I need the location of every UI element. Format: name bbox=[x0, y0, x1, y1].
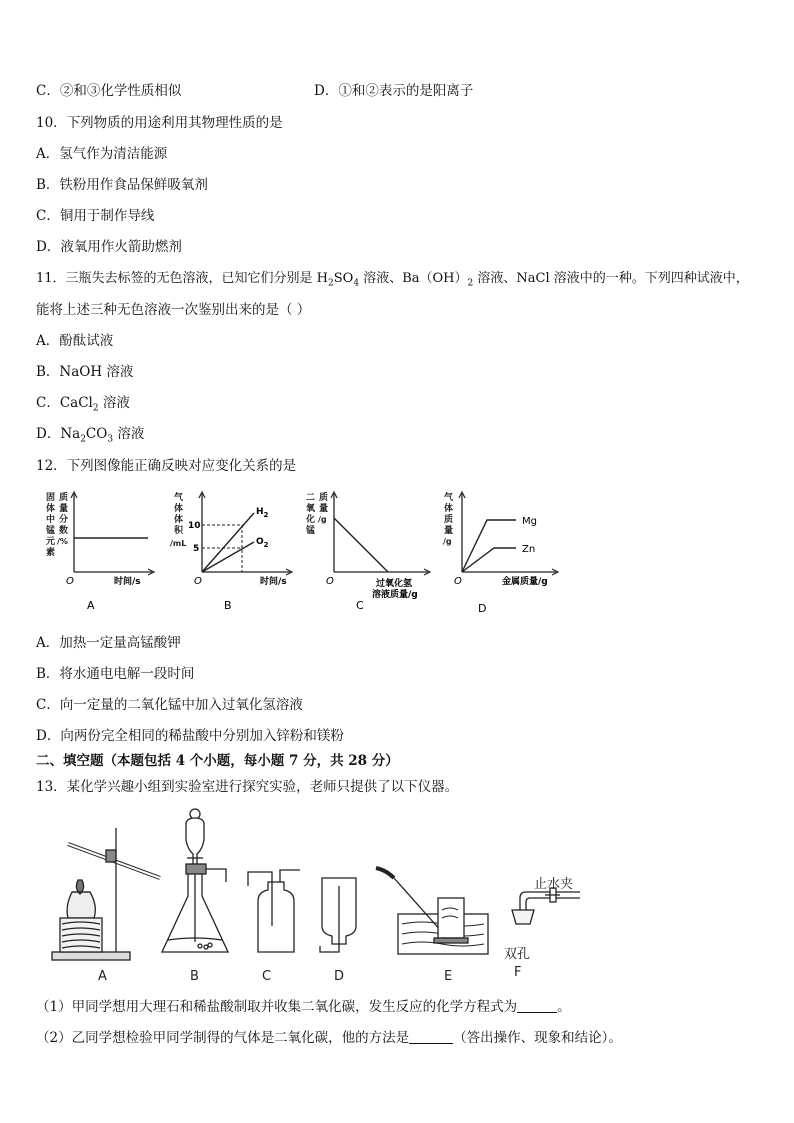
graph-a-ylabel-4: 锰 bbox=[46, 526, 56, 536]
apparatus-label-a: A bbox=[98, 969, 107, 984]
apparatus-figure bbox=[50, 806, 610, 986]
graph-b-xlabel: 时间/s bbox=[260, 577, 287, 587]
graph-b-ylabel-3: 体 bbox=[174, 515, 184, 525]
graph-d-origin: O bbox=[454, 576, 462, 587]
graph-c-origin: O bbox=[326, 576, 334, 587]
graph-d-ylabel-1: 气 bbox=[444, 493, 454, 503]
graph-d-label-mg: Mg bbox=[522, 516, 537, 527]
q12-option-d: D．向两份完全相同的稀盐酸中分别加入锌粉和镁粉 bbox=[36, 728, 344, 744]
graph-d-xlabel: 金属质量/g bbox=[502, 577, 548, 587]
apparatus-label-c: C bbox=[262, 969, 272, 984]
q13-stem: 13．某化学兴趣小组到实验室进行探究实验，老师只提供了以下仪器。 bbox=[36, 779, 459, 795]
graph-a-xlabel: 时间/s bbox=[114, 577, 141, 587]
graph-b-caption: B bbox=[224, 599, 232, 612]
graph-c-xlabel-1: 过氧化氢 bbox=[376, 579, 413, 589]
apparatus-b bbox=[162, 809, 228, 952]
graph-d-ylabel-5: /g bbox=[443, 537, 452, 546]
graph-b-line-o2 bbox=[202, 542, 254, 572]
q13-sub2: （2）乙同学想检验甲同学制得的气体是二氧化碳，他的方法是 （答出操作、现象和结论）。 bbox=[36, 1030, 622, 1046]
graph-b bbox=[168, 488, 298, 613]
apparatus-f bbox=[512, 888, 580, 924]
graph-d-caption: D bbox=[478, 602, 487, 613]
graph-b-origin: O bbox=[194, 576, 202, 587]
graph-a-ylabel2-2: 量 bbox=[59, 504, 69, 514]
graph-b-label-h2: $H_2$ bbox=[256, 507, 269, 519]
q10-option-a: A．氢气作为清洁能源 bbox=[36, 146, 168, 162]
q11-stem-line2: 能将上述三种无色溶液一次鉴别出来的是（ ） bbox=[36, 302, 311, 318]
q12-option-a: A．加热一定量高锰酸钾 bbox=[36, 635, 181, 651]
graph-c-ylabel2-2: 量 bbox=[319, 504, 329, 514]
q13-sub1: （1）甲同学想用大理石和稀盐酸制取并收集二氧化碳，发生反应的化学方程式为 。 bbox=[36, 999, 571, 1015]
apparatus-label-e: E bbox=[444, 969, 453, 984]
graph-c bbox=[300, 488, 440, 613]
graph-a-ylabel2-3: 分 bbox=[59, 515, 69, 525]
graph-c-caption: C bbox=[356, 599, 364, 612]
graph-a-ylabel-2: 体 bbox=[46, 504, 56, 514]
q11-option-a: A．酚酞试液 bbox=[36, 333, 114, 349]
apparatus-a bbox=[52, 828, 160, 960]
section-2-title: 二、填空题（本题包括 4 个小题，每小题 7 分，共 28 分） bbox=[36, 753, 399, 769]
graph-b-label-o2: $O_2$ bbox=[256, 537, 269, 549]
graph-a-ylabel-3: 中 bbox=[46, 515, 56, 525]
q9-option-d: D．①和②表示的是阳离子 bbox=[314, 83, 474, 99]
q12-option-b: B．将水通电电解一段时间 bbox=[36, 666, 195, 682]
apparatus-c bbox=[248, 870, 300, 952]
q10-option-b: B．铁粉用作食品保鲜吸氧剂 bbox=[36, 177, 208, 193]
graph-c-ylabel-2: 氧 bbox=[306, 504, 316, 514]
q11-option-b: B．NaOH 溶液 bbox=[36, 364, 134, 380]
graph-b-ylabel-5: /mL bbox=[170, 539, 187, 548]
graph-a-ylabel-5: 元 bbox=[46, 537, 56, 547]
graph-b-tick-5: 5 bbox=[193, 544, 200, 554]
graph-c-line bbox=[334, 518, 388, 572]
graph-d-ylabel-3: 质 bbox=[444, 515, 454, 525]
graph-a-ylabel-1: 固 bbox=[46, 493, 56, 503]
graph-c-ylabel2-3: /g bbox=[318, 515, 327, 524]
graph-a bbox=[40, 488, 160, 613]
graph-b-ylabel-2: 体 bbox=[174, 504, 184, 514]
apparatus-d bbox=[320, 878, 356, 952]
graph-d-line-mg bbox=[462, 520, 516, 572]
graph-c-ylabel-3: 化 bbox=[306, 515, 316, 525]
graph-b-line-h2 bbox=[202, 513, 254, 572]
graph-d-ylabel-2: 体 bbox=[444, 504, 454, 514]
q10-option-c: C．铜用于制作导线 bbox=[36, 208, 155, 224]
graph-d-ylabel-4: 量 bbox=[444, 526, 454, 536]
q12-option-c: C．向一定量的二氧化锰中加入过氧化氢溶液 bbox=[36, 697, 303, 713]
graph-c-xlabel-2: 溶液质量/g bbox=[372, 590, 418, 600]
graph-c-ylabel-4: 锰 bbox=[306, 526, 316, 536]
q11-option-c: C．CaCl$_2$ 溶液 bbox=[36, 395, 130, 414]
graph-a-ylabel2-4: 数 bbox=[59, 526, 69, 536]
graph-b-ylabel-4: 积 bbox=[174, 526, 184, 536]
apparatus-double-hole-label: 双孔 bbox=[504, 947, 531, 962]
graph-d bbox=[432, 488, 562, 613]
q12-stem: 12．下列图像能正确反映对应变化关系的是 bbox=[36, 458, 297, 474]
graph-a-origin: O bbox=[66, 576, 74, 587]
graph-a-ylabel-6: 素 bbox=[46, 548, 56, 558]
graph-d-line-zn bbox=[462, 548, 516, 572]
graph-a-ylabel2-5: /% bbox=[57, 537, 68, 546]
q11-stem-line1: 11．三瓶失去标签的无色溶液，已知它们分别是 $H_2SO_4$ 溶液、$Ba(OH)_2$ 溶液、NaCl 溶液中的一种。下列四种试液中， bbox=[36, 271, 749, 289]
graph-b-tick-10: 10 bbox=[188, 521, 201, 531]
apparatus-e bbox=[376, 868, 488, 954]
q10-stem: 10．下列物质的用途利用其物理性质的是 bbox=[36, 115, 283, 131]
apparatus-label-b: B bbox=[190, 969, 199, 984]
graph-d-label-zn: Zn bbox=[522, 544, 536, 555]
q10-option-d: D．液氧用作火箭助燃剂 bbox=[36, 239, 182, 255]
q11-option-d: D．$Na_2CO_3$ 溶液 bbox=[36, 426, 145, 445]
graph-c-ylabel2-1: 质 bbox=[319, 493, 329, 503]
graph-a-ylabel2-1: 质 bbox=[59, 493, 69, 503]
apparatus-label-d: D bbox=[334, 969, 345, 984]
q13-sub1-blank[interactable] bbox=[517, 1000, 557, 1013]
apparatus-label-f: F bbox=[514, 965, 522, 980]
apparatus-clip-label: 止水夹 bbox=[534, 877, 574, 892]
graph-a-caption: A bbox=[87, 599, 95, 612]
q13-sub2-blank[interactable] bbox=[409, 1031, 453, 1044]
q9-option-c: C．②和③化学性质相似 bbox=[36, 83, 182, 99]
graph-c-ylabel-1: 二 bbox=[306, 493, 316, 503]
graph-b-ylabel-1: 气 bbox=[174, 493, 184, 503]
